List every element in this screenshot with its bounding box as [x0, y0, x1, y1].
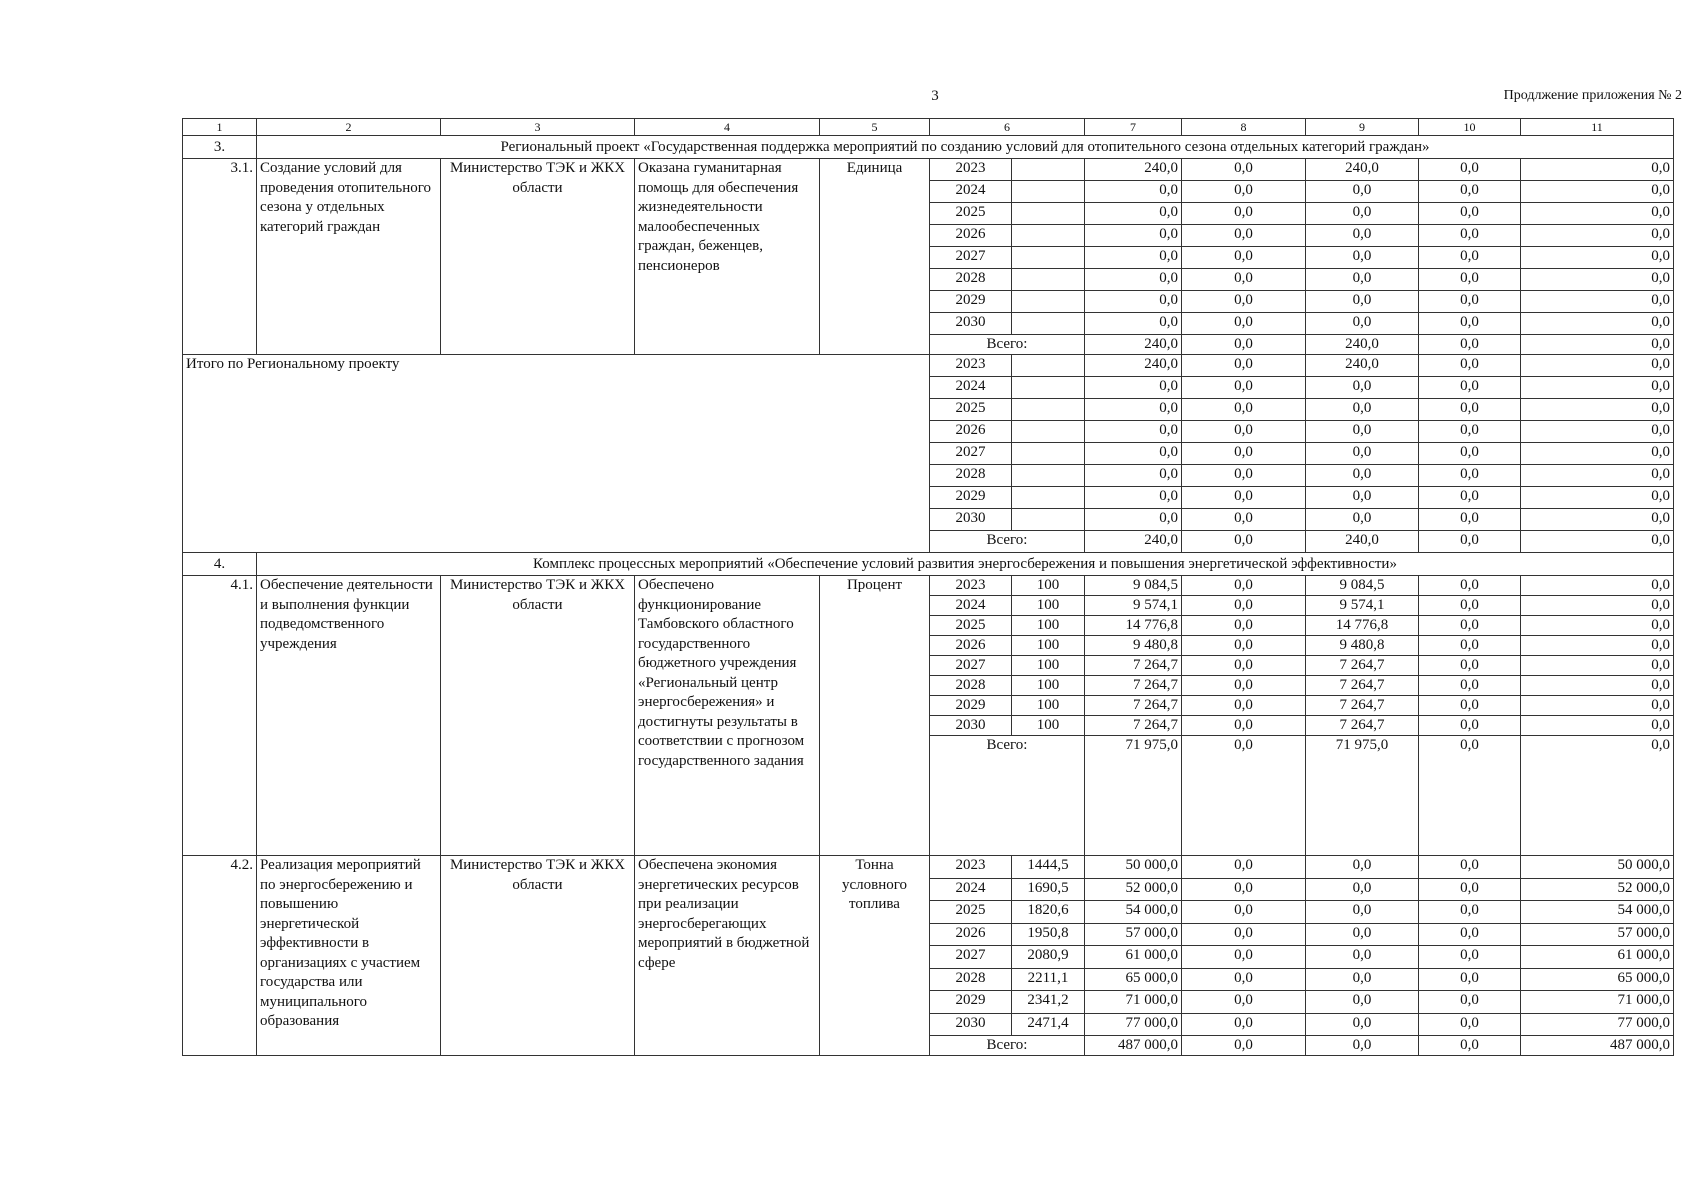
value-c8: 0,0 [1182, 901, 1306, 924]
value-c10: 0,0 [1419, 421, 1521, 443]
value-c11: 0,0 [1521, 696, 1674, 716]
indicator-value: 100 [1012, 716, 1085, 736]
year-cell: 2028 [930, 676, 1012, 696]
table-body [183, 119, 1674, 1056]
year-cell: 2027 [930, 443, 1012, 465]
value-c9: 240,0 [1306, 531, 1419, 553]
year-cell: 2024 [930, 377, 1012, 399]
item-number: 4.1. [183, 576, 257, 856]
value-c10: 0,0 [1419, 901, 1521, 924]
section-title: Комплекс процессных мероприятий «Обеспечение условий развития энергосбережения и повышения энергетической эффективности» [257, 553, 1674, 576]
value-c11: 54 000,0 [1521, 901, 1674, 924]
value-c11: 65 000,0 [1521, 968, 1674, 991]
value-c10: 0,0 [1419, 946, 1521, 969]
value-c10: 0,0 [1419, 291, 1521, 313]
value-c11: 0,0 [1521, 616, 1674, 636]
value-c7: 9 480,8 [1085, 636, 1182, 656]
year-cell: 2029 [930, 696, 1012, 716]
year-cell: 2023 [930, 856, 1012, 879]
value-c8: 0,0 [1182, 968, 1306, 991]
value-c8: 0,0 [1182, 676, 1306, 696]
value-c11: 0,0 [1521, 247, 1674, 269]
value-c9: 0,0 [1306, 923, 1419, 946]
value-c11: 0,0 [1521, 159, 1674, 181]
value-c10: 0,0 [1419, 736, 1521, 856]
value-c9: 71 975,0 [1306, 736, 1419, 856]
value-c9: 9 480,8 [1306, 636, 1419, 656]
indicator-value [1012, 465, 1085, 487]
value-c9: 0,0 [1306, 946, 1419, 969]
value-c10: 0,0 [1419, 576, 1521, 596]
value-c10: 0,0 [1419, 203, 1521, 225]
section-number: 3. [183, 136, 257, 159]
value-c10: 0,0 [1419, 399, 1521, 421]
item-number: 4.2. [183, 856, 257, 1056]
value-c8: 0,0 [1182, 878, 1306, 901]
value-c10: 0,0 [1419, 313, 1521, 335]
indicator-value: 2341,2 [1012, 991, 1085, 1014]
column-header-7: 7 [1085, 119, 1182, 136]
value-c10: 0,0 [1419, 596, 1521, 616]
year-cell: 2026 [930, 923, 1012, 946]
value-c9: 0,0 [1306, 509, 1419, 531]
value-c10: 0,0 [1419, 355, 1521, 377]
column-header-6: 6 [930, 119, 1085, 136]
year-cell: 2029 [930, 487, 1012, 509]
value-c9: 0,0 [1306, 443, 1419, 465]
value-c11: 57 000,0 [1521, 923, 1674, 946]
value-c10: 0,0 [1419, 696, 1521, 716]
value-c11: 0,0 [1521, 736, 1674, 856]
value-c9: 240,0 [1306, 159, 1419, 181]
year-cell: 2030 [930, 313, 1012, 335]
value-c7: 7 264,7 [1085, 656, 1182, 676]
value-c7: 52 000,0 [1085, 878, 1182, 901]
year-cell: 2027 [930, 247, 1012, 269]
value-c7: 0,0 [1085, 509, 1182, 531]
value-c10: 0,0 [1419, 968, 1521, 991]
item-name: Создание условий для проведения отопительного сезона у отдельных категорий граждан [257, 159, 441, 355]
value-c9: 0,0 [1306, 856, 1419, 879]
value-c8: 0,0 [1182, 856, 1306, 879]
value-c9: 0,0 [1306, 465, 1419, 487]
itogo-label: Итого по Региональному проекту [183, 355, 930, 553]
value-c7: 57 000,0 [1085, 923, 1182, 946]
value-c9: 240,0 [1306, 335, 1419, 355]
value-c10: 0,0 [1419, 991, 1521, 1014]
value-c11: 0,0 [1521, 313, 1674, 335]
indicator-value [1012, 291, 1085, 313]
value-c10: 0,0 [1419, 656, 1521, 676]
table-row [183, 355, 1674, 377]
item-result: Оказана гуманитарная помощь для обеспечения жизнедеятельности малообеспеченных граждан, беженцев, пенсионеров [635, 159, 820, 355]
column-header-11: 11 [1521, 119, 1674, 136]
year-cell: 2028 [930, 465, 1012, 487]
value-c9: 240,0 [1306, 355, 1419, 377]
value-c8: 0,0 [1182, 377, 1306, 399]
year-cell: 2029 [930, 291, 1012, 313]
value-c10: 0,0 [1419, 509, 1521, 531]
item-name: Обеспечение деятельности и выполнения функции подведомственного учреждения [257, 576, 441, 856]
value-c11: 0,0 [1521, 225, 1674, 247]
value-c10: 0,0 [1419, 1036, 1521, 1056]
indicator-value [1012, 313, 1085, 335]
value-c7: 0,0 [1085, 313, 1182, 335]
value-c8: 0,0 [1182, 736, 1306, 856]
value-c8: 0,0 [1182, 531, 1306, 553]
item-result: Обеспечена экономия энергетических ресурсов при реализации энергосберегающих мероприятий в бюджетной сфере [635, 856, 820, 1056]
value-c9: 0,0 [1306, 247, 1419, 269]
value-c9: 7 264,7 [1306, 716, 1419, 736]
year-cell: 2023 [930, 159, 1012, 181]
value-c7: 14 776,8 [1085, 616, 1182, 636]
value-c7: 240,0 [1085, 355, 1182, 377]
value-c7: 240,0 [1085, 335, 1182, 355]
indicator-value [1012, 443, 1085, 465]
value-c9: 7 264,7 [1306, 676, 1419, 696]
value-c9: 0,0 [1306, 901, 1419, 924]
indicator-value [1012, 159, 1085, 181]
year-cell: 2025 [930, 399, 1012, 421]
value-c11: 61 000,0 [1521, 946, 1674, 969]
column-header-2: 2 [257, 119, 441, 136]
value-c7: 0,0 [1085, 203, 1182, 225]
value-c8: 0,0 [1182, 291, 1306, 313]
year-cell: 2027 [930, 656, 1012, 676]
value-c8: 0,0 [1182, 1036, 1306, 1056]
value-c7: 7 264,7 [1085, 696, 1182, 716]
value-c11: 50 000,0 [1521, 856, 1674, 879]
table-row [183, 136, 1674, 159]
indicator-value: 100 [1012, 596, 1085, 616]
value-c8: 0,0 [1182, 399, 1306, 421]
value-c11: 0,0 [1521, 596, 1674, 616]
value-c7: 7 264,7 [1085, 676, 1182, 696]
indicator-value [1012, 377, 1085, 399]
indicator-value: 100 [1012, 636, 1085, 656]
indicator-value: 2471,4 [1012, 1013, 1085, 1036]
value-c9: 0,0 [1306, 181, 1419, 203]
indicator-value: 100 [1012, 696, 1085, 716]
section-number: 4. [183, 553, 257, 576]
value-c8: 0,0 [1182, 946, 1306, 969]
year-cell: 2025 [930, 203, 1012, 225]
value-c7: 0,0 [1085, 465, 1182, 487]
item-unit: Процент [820, 576, 930, 856]
value-c9: 0,0 [1306, 225, 1419, 247]
indicator-value: 1820,6 [1012, 901, 1085, 924]
year-cell: 2026 [930, 421, 1012, 443]
value-c10: 0,0 [1419, 159, 1521, 181]
value-c10: 0,0 [1419, 1013, 1521, 1036]
value-c11: 0,0 [1521, 269, 1674, 291]
year-cell: 2023 [930, 355, 1012, 377]
year-cell: 2026 [930, 636, 1012, 656]
value-c10: 0,0 [1419, 181, 1521, 203]
value-c7: 0,0 [1085, 225, 1182, 247]
value-c7: 0,0 [1085, 443, 1182, 465]
value-c9: 7 264,7 [1306, 696, 1419, 716]
value-c7: 54 000,0 [1085, 901, 1182, 924]
year-cell: 2024 [930, 596, 1012, 616]
value-c8: 0,0 [1182, 656, 1306, 676]
column-header-1: 1 [183, 119, 257, 136]
year-cell: 2025 [930, 616, 1012, 636]
value-c7: 0,0 [1085, 269, 1182, 291]
indicator-value [1012, 203, 1085, 225]
year-cell: 2028 [930, 269, 1012, 291]
year-cell: 2023 [930, 576, 1012, 596]
value-c8: 0,0 [1182, 716, 1306, 736]
indicator-value [1012, 269, 1085, 291]
indicator-value [1012, 247, 1085, 269]
item-executor: Министерство ТЭК и ЖКХ области [441, 576, 635, 856]
value-c9: 0,0 [1306, 1036, 1419, 1056]
value-c7: 0,0 [1085, 247, 1182, 269]
value-c8: 0,0 [1182, 696, 1306, 716]
value-c8: 0,0 [1182, 355, 1306, 377]
value-c10: 0,0 [1419, 878, 1521, 901]
item-number: 3.1. [183, 159, 257, 355]
value-c7: 240,0 [1085, 159, 1182, 181]
value-c10: 0,0 [1419, 465, 1521, 487]
year-cell: 2029 [930, 991, 1012, 1014]
indicator-value [1012, 509, 1085, 531]
indicator-value: 100 [1012, 676, 1085, 696]
value-c11: 0,0 [1521, 509, 1674, 531]
value-c9: 0,0 [1306, 203, 1419, 225]
value-c9: 9 084,5 [1306, 576, 1419, 596]
year-cell: 2024 [930, 181, 1012, 203]
value-c10: 0,0 [1419, 531, 1521, 553]
value-c10: 0,0 [1419, 335, 1521, 355]
value-c8: 0,0 [1182, 421, 1306, 443]
value-c8: 0,0 [1182, 313, 1306, 335]
item-result: Обеспечено функционирование Тамбовского областного государственного бюджетного учреждения «Региональный центр энергосбережения» и достигнуты результаты в соответствии с прогнозом государственного задания [635, 576, 820, 856]
table-row [183, 856, 1674, 879]
value-c8: 0,0 [1182, 247, 1306, 269]
value-c10: 0,0 [1419, 269, 1521, 291]
value-c11: 0,0 [1521, 676, 1674, 696]
indicator-value [1012, 355, 1085, 377]
value-c8: 0,0 [1182, 203, 1306, 225]
value-c8: 0,0 [1182, 487, 1306, 509]
value-c9: 0,0 [1306, 377, 1419, 399]
total-label: Всего: [930, 335, 1085, 355]
year-cell: 2030 [930, 509, 1012, 531]
value-c9: 0,0 [1306, 1013, 1419, 1036]
value-c11: 77 000,0 [1521, 1013, 1674, 1036]
value-c7: 9 084,5 [1085, 576, 1182, 596]
value-c7: 7 264,7 [1085, 716, 1182, 736]
year-cell: 2024 [930, 878, 1012, 901]
continuation-label: Продлжение приложения № 2 [1503, 88, 1682, 103]
value-c7: 0,0 [1085, 487, 1182, 509]
indicator-value [1012, 487, 1085, 509]
indicator-value: 100 [1012, 616, 1085, 636]
value-c9: 0,0 [1306, 313, 1419, 335]
value-c9: 0,0 [1306, 968, 1419, 991]
total-label: Всего: [930, 531, 1085, 553]
value-c10: 0,0 [1419, 616, 1521, 636]
value-c11: 487 000,0 [1521, 1036, 1674, 1056]
value-c10: 0,0 [1419, 443, 1521, 465]
indicator-value: 1690,5 [1012, 878, 1085, 901]
value-c7: 65 000,0 [1085, 968, 1182, 991]
indicator-value: 100 [1012, 576, 1085, 596]
value-c8: 0,0 [1182, 465, 1306, 487]
year-cell: 2030 [930, 1013, 1012, 1036]
value-c9: 9 574,1 [1306, 596, 1419, 616]
value-c10: 0,0 [1419, 923, 1521, 946]
value-c7: 240,0 [1085, 531, 1182, 553]
value-c9: 0,0 [1306, 421, 1419, 443]
item-unit: Тонна условного топлива [820, 856, 930, 1056]
column-header-9: 9 [1306, 119, 1419, 136]
year-cell: 2028 [930, 968, 1012, 991]
value-c11: 0,0 [1521, 399, 1674, 421]
value-c8: 0,0 [1182, 269, 1306, 291]
column-header-8: 8 [1182, 119, 1306, 136]
value-c9: 0,0 [1306, 291, 1419, 313]
value-c7: 71 975,0 [1085, 736, 1182, 856]
value-c8: 0,0 [1182, 509, 1306, 531]
value-c11: 0,0 [1521, 576, 1674, 596]
indicator-value: 1950,8 [1012, 923, 1085, 946]
value-c9: 0,0 [1306, 399, 1419, 421]
value-c8: 0,0 [1182, 1013, 1306, 1036]
program-table [182, 118, 1674, 1056]
indicator-value [1012, 181, 1085, 203]
value-c7: 77 000,0 [1085, 1013, 1182, 1036]
value-c10: 0,0 [1419, 856, 1521, 879]
table-row [183, 119, 1674, 136]
section-title: Региональный проект «Государственная поддержка мероприятий по созданию условий для отопительного сезона отдельных категорий граждан» [257, 136, 1674, 159]
value-c10: 0,0 [1419, 636, 1521, 656]
indicator-value: 100 [1012, 656, 1085, 676]
year-cell: 2026 [930, 225, 1012, 247]
item-name: Реализация мероприятий по энергосбережению и повышению энергетической эффективности в организациях с участием государства или муниципального образования [257, 856, 441, 1056]
column-header-10: 10 [1419, 119, 1521, 136]
year-cell: 2027 [930, 946, 1012, 969]
total-label: Всего: [930, 1036, 1085, 1056]
value-c8: 0,0 [1182, 576, 1306, 596]
value-c10: 0,0 [1419, 716, 1521, 736]
value-c11: 0,0 [1521, 656, 1674, 676]
item-unit: Единица [820, 159, 930, 355]
value-c7: 50 000,0 [1085, 856, 1182, 879]
value-c11: 0,0 [1521, 465, 1674, 487]
indicator-value [1012, 421, 1085, 443]
item-executor: Министерство ТЭК и ЖКХ области [441, 159, 635, 355]
value-c11: 0,0 [1521, 335, 1674, 355]
value-c8: 0,0 [1182, 181, 1306, 203]
value-c10: 0,0 [1419, 487, 1521, 509]
value-c9: 0,0 [1306, 269, 1419, 291]
indicator-value [1012, 399, 1085, 421]
value-c10: 0,0 [1419, 247, 1521, 269]
value-c11: 0,0 [1521, 487, 1674, 509]
value-c7: 0,0 [1085, 291, 1182, 313]
value-c8: 0,0 [1182, 159, 1306, 181]
page-number: 3 [931, 88, 939, 104]
value-c11: 0,0 [1521, 291, 1674, 313]
value-c8: 0,0 [1182, 616, 1306, 636]
item-executor: Министерство ТЭК и ЖКХ области [441, 856, 635, 1056]
value-c11: 0,0 [1521, 443, 1674, 465]
value-c11: 0,0 [1521, 531, 1674, 553]
value-c8: 0,0 [1182, 923, 1306, 946]
table-row [183, 553, 1674, 576]
value-c7: 0,0 [1085, 377, 1182, 399]
value-c9: 0,0 [1306, 487, 1419, 509]
year-cell: 2030 [930, 716, 1012, 736]
value-c11: 0,0 [1521, 181, 1674, 203]
value-c11: 0,0 [1521, 355, 1674, 377]
value-c11: 0,0 [1521, 716, 1674, 736]
value-c9: 0,0 [1306, 878, 1419, 901]
indicator-value: 2211,1 [1012, 968, 1085, 991]
value-c7: 0,0 [1085, 181, 1182, 203]
value-c10: 0,0 [1419, 377, 1521, 399]
table-row [183, 576, 1674, 596]
value-c8: 0,0 [1182, 443, 1306, 465]
value-c10: 0,0 [1419, 225, 1521, 247]
value-c11: 71 000,0 [1521, 991, 1674, 1014]
value-c11: 52 000,0 [1521, 878, 1674, 901]
value-c11: 0,0 [1521, 636, 1674, 656]
value-c9: 14 776,8 [1306, 616, 1419, 636]
value-c9: 7 264,7 [1306, 656, 1419, 676]
column-header-3: 3 [441, 119, 635, 136]
value-c7: 61 000,0 [1085, 946, 1182, 969]
value-c7: 0,0 [1085, 421, 1182, 443]
value-c8: 0,0 [1182, 991, 1306, 1014]
value-c9: 0,0 [1306, 991, 1419, 1014]
column-header-5: 5 [820, 119, 930, 136]
column-header-4: 4 [635, 119, 820, 136]
value-c11: 0,0 [1521, 377, 1674, 399]
value-c8: 0,0 [1182, 596, 1306, 616]
indicator-value: 2080,9 [1012, 946, 1085, 969]
value-c8: 0,0 [1182, 225, 1306, 247]
indicator-value: 1444,5 [1012, 856, 1085, 879]
value-c7: 9 574,1 [1085, 596, 1182, 616]
value-c10: 0,0 [1419, 676, 1521, 696]
value-c8: 0,0 [1182, 335, 1306, 355]
table-row [183, 159, 1674, 181]
indicator-value [1012, 225, 1085, 247]
value-c7: 487 000,0 [1085, 1036, 1182, 1056]
value-c11: 0,0 [1521, 203, 1674, 225]
value-c7: 0,0 [1085, 399, 1182, 421]
value-c11: 0,0 [1521, 421, 1674, 443]
year-cell: 2025 [930, 901, 1012, 924]
value-c7: 71 000,0 [1085, 991, 1182, 1014]
total-label: Всего: [930, 736, 1085, 856]
value-c8: 0,0 [1182, 636, 1306, 656]
